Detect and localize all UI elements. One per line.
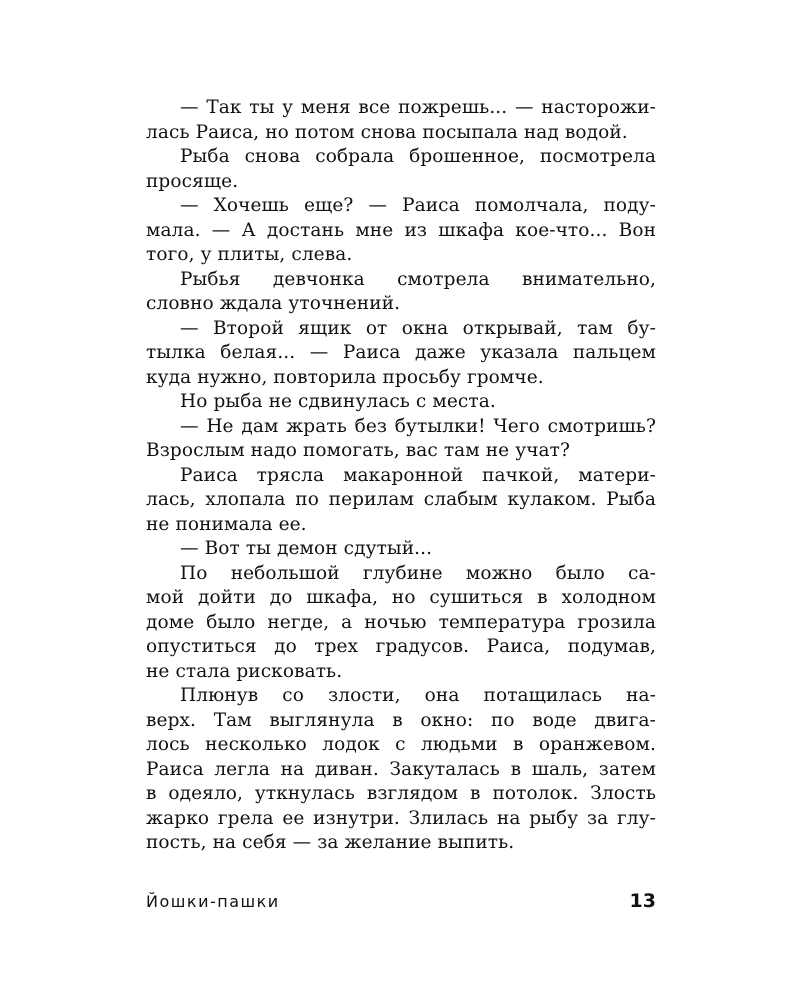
text-line: не понимала ее.	[146, 513, 307, 535]
text-line: Взрослым надо помогать, вас там не учат?	[146, 440, 571, 461]
text-line: — Не дам жрать без бутылки! Чего смотришь?	[180, 415, 656, 437]
text-line: просяще.	[146, 170, 239, 192]
text-line: — Хочешь еще? — Раиса помолчала, поду-	[180, 195, 656, 216]
text-line: доме было негде, а ночью температура грозила	[146, 611, 656, 633]
running-title: Йошки-пашки	[146, 892, 280, 911]
text-line: Раиса легла на диван. Закуталась в шаль, затем	[146, 758, 656, 780]
text-line: пость, на себя — за желание выпить.	[146, 832, 515, 853]
text-line: Раиса трясла макаронной пачкой, матери-	[180, 464, 656, 486]
text-line: По небольшой глубине можно было са-	[180, 562, 656, 584]
text-line: Рыба снова собрала брошенное, посмотрела	[180, 146, 656, 167]
text-line: не стала рисковать.	[146, 660, 343, 682]
body-text	[146, 96, 656, 856]
text-line: опуститься до трех градусов. Раиса, подумав,	[146, 636, 656, 657]
text-line: Плюнув со злости, она потащилась на-	[180, 685, 656, 706]
text-line: Но рыба не сдвинулась с места.	[180, 391, 496, 412]
text-line: Рыбья девчонка смотрела внимательно,	[180, 268, 656, 290]
text-line: — Второй ящик от окна открывай, там бу-	[180, 317, 656, 339]
text-line: мой дойти до шкафа, но сушиться в холодном	[146, 587, 656, 608]
page-number: 13	[629, 890, 656, 912]
text-line: куда нужно, повторила просьбу громче.	[146, 366, 544, 388]
text-line: мала. — А достань мне из шкафа кое-что... Вон	[146, 219, 656, 241]
text-line: в одеяло, уткнулась взглядом в потолок. Злость	[146, 783, 656, 804]
text-line: лось несколько лодок с людьми в оранжевом.	[146, 734, 656, 755]
text-line: лась Раиса, но потом снова посыпала над водой.	[146, 121, 628, 143]
text-line: жарко грела ее изнутри. Злилась на рыбу за глу-	[146, 807, 656, 829]
text-line: того, у плиты, слева.	[146, 244, 353, 265]
text-line: — Вот ты демон сдутый...	[180, 538, 433, 559]
text-line: верх. Там выглянула в окно: по воде двига-	[146, 709, 656, 731]
text-line: — Так ты у меня все пожрешь... — насторожи-	[180, 97, 656, 118]
text-line: лась, хлопала по перилам слабым кулаком. Рыба	[146, 489, 656, 510]
text-line: тылка белая... — Раиса даже указала пальцем	[146, 342, 656, 363]
text-line: словно ждала уточнений.	[146, 293, 401, 314]
page-footer	[146, 890, 656, 918]
